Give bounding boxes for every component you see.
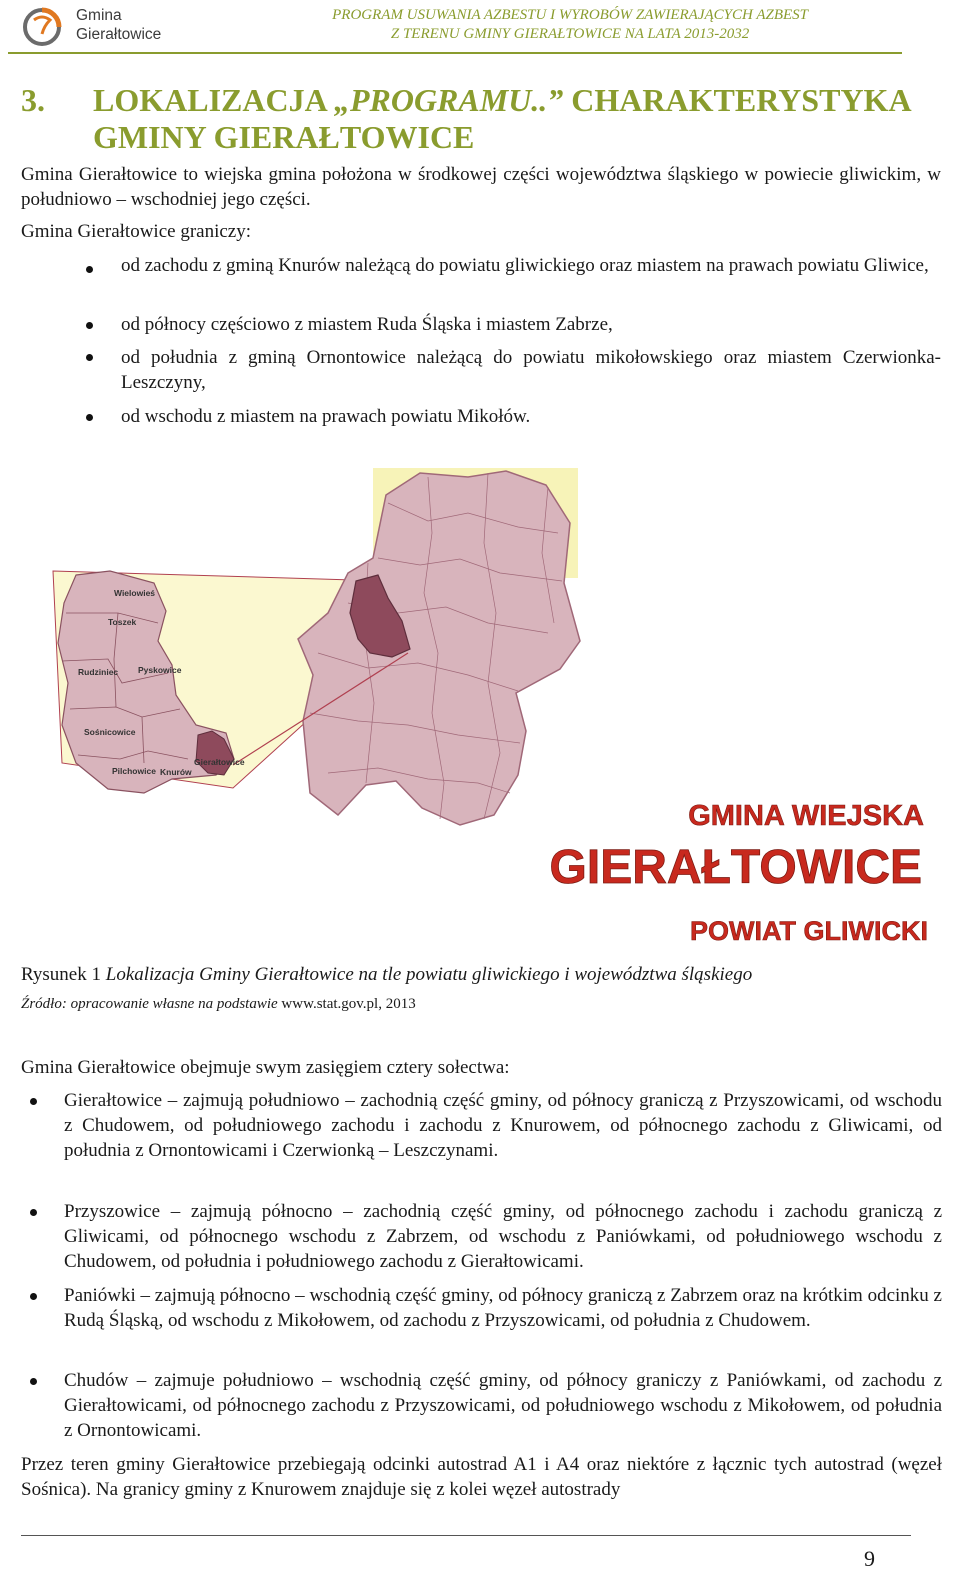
map-label-gieraltowice: Gierałtowice	[194, 757, 245, 767]
page-header	[0, 0, 960, 56]
solectwa-lead: Gmina Gierałtowice obejmuje swym zasięgiem cztery sołectwa:	[21, 1057, 510, 1078]
list-item: Gierałtowice – zajmują południowo – zachodnią część gminy, od północy graniczą z Przyszowicami, od wschodu z Chudowem, od południowego zachodu i zachodu z Knurowem, od północnego zachodu z Gliwicami, od południa z Ornontowicami i Czerwionką – Leszczynami.	[64, 1090, 942, 1161]
bullet-icon	[86, 414, 93, 421]
program-title: PROGRAM USUWANIA AZBESTU I WYROBÓW ZAWIERAJĄCYCH AZBEST Z TERENU GMINY GIERAŁTOWICE NA LATA 2013-2032	[332, 7, 808, 42]
list-item: Chudów – zajmuje południowo – wschodnią część gminy, od północy graniczy z Paniówkami, od zachodu z Gierałtowicami, od północnego zachodu z Przyszowicami, od południowego wschodu z Mikołowem, od południa z Ornontowicami.	[64, 1370, 942, 1441]
list-item: Paniówki – zajmują północno – wschodnią część gminy, od północy graniczą z Zabrzem oraz na krótkim odcinku z Rudą Śląską, od wschodu z Mikołowem, od zachodu z Przyszowicami, od południa z Chudowem.	[64, 1285, 942, 1331]
intro-paragraph: Gmina Gierałtowice to wiejska gmina położona w środkowej części województwa śląskiego w powiecie gliwickim, w południowo – wschodniej jego części.	[21, 164, 941, 210]
figure-source: Źródło: opracowanie własne na podstawie www.stat.gov.pl, 2013	[21, 996, 416, 1012]
map-label-toszek: Toszek	[108, 617, 137, 627]
source-link[interactable]: www.stat.gov.pl, 2013	[277, 996, 416, 1012]
gmina-logo-icon	[20, 4, 68, 48]
map-title-gieraltowice: GIERAŁTOWICE	[549, 841, 922, 894]
map-title-gmina-wiejska: GMINA WIEJSKA	[688, 800, 924, 832]
bullet-icon	[30, 1293, 37, 1300]
map-title-powiat-gliwicki: POWIAT GLIWICKI	[690, 916, 928, 946]
list-item: od południa z gminą Ornontowice należącą do powiatu mikołowskiego oraz miastem Czerwionka-Leszczyny,	[121, 347, 941, 393]
list-item: od zachodu z gminą Knurów należącą do powiatu gliwickiego oraz miastem na prawach powiatu Gliwice,	[121, 255, 929, 276]
map-label-wielowies: Wielowieś	[114, 588, 156, 598]
list-item: Przyszowice – zajmują północno – zachodnią część gminy, od północnego zachodu i zachodu graniczą z Gliwicami, od północnego wschodu z Zabrzem, od wschodu z Paniówkami, od południowego wschodu z Chudowem, od południa i południowego zachodu z Gierałtowicami.	[64, 1201, 942, 1272]
map-label-pyskowice: Pyskowice	[138, 665, 182, 675]
figure-caption: Rysunek 1 Lokalizacja Gminy Gierałtowice na tle powiatu gliwickiego i województwa śląskiego	[21, 964, 753, 985]
footer-divider	[21, 1535, 911, 1536]
map-label-pilchowice: Pilchowice	[112, 766, 156, 776]
list-item: od północy częściowo z miastem Ruda Śląska i miastem Zabrze,	[121, 314, 613, 335]
page-number: 9	[864, 1546, 875, 1571]
closing-paragraph: Przez teren gminy Gierałtowice przebiegają odcinki autostrad A1 i A4 oraz niektóre z łącznic tych autostrad (węzeł Sośnica). Na granicy gminy z Knurowem znajduje się z kolei węzeł autostrady	[21, 1454, 942, 1500]
bullet-icon	[30, 1378, 37, 1385]
map-label-sosnicowice: Sośnicowice	[84, 727, 136, 737]
gmina-logo-text: Gmina Gierałtowice	[76, 7, 162, 43]
bullet-icon	[86, 322, 93, 329]
bullet-icon	[86, 266, 93, 273]
map-label-knurow: Knurów	[160, 767, 192, 777]
location-map	[48, 463, 948, 953]
bullet-icon	[30, 1098, 37, 1105]
bullet-icon	[30, 1209, 37, 1216]
map-label-rudziniec: Rudziniec	[78, 667, 119, 677]
section-heading: 3. LOKALIZACJA „PROGRAMU..” CHARAKTERYSTYKA GMINY GIERAŁTOWICE	[21, 82, 912, 155]
bullet-icon	[86, 354, 93, 361]
borders-lead: Gmina Gierałtowice graniczy:	[21, 221, 252, 242]
list-item: od wschodu z miastem na prawach powiatu Mikołów.	[121, 406, 531, 427]
header-divider	[8, 52, 902, 54]
